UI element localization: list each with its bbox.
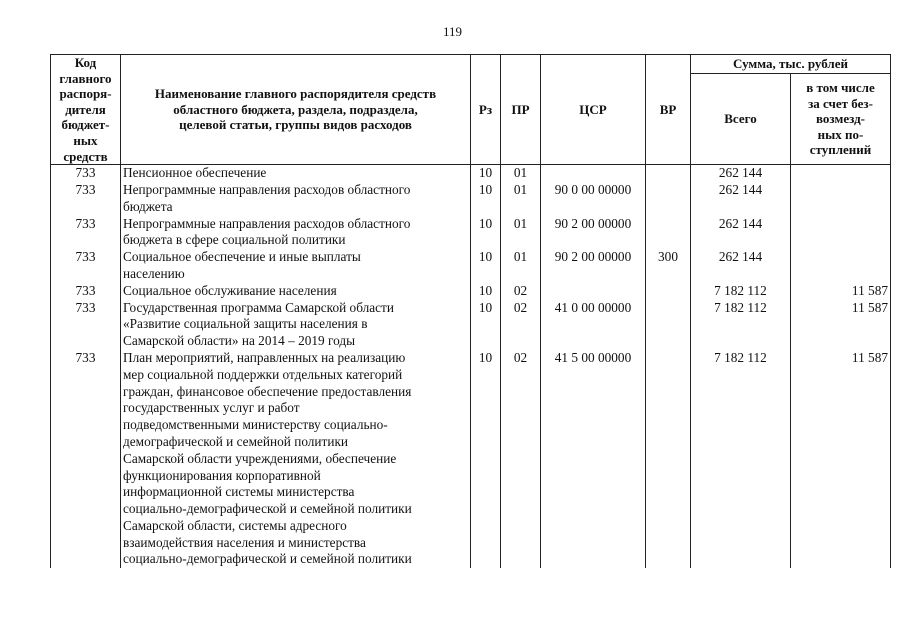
cell-rz: 10 xyxy=(471,182,501,216)
header-csr: ЦСР xyxy=(541,55,646,165)
cell-free xyxy=(791,165,891,182)
cell-name-line: населению xyxy=(123,265,185,281)
cell-name-line: Социальное обеспечение и иные выплаты xyxy=(123,249,361,265)
cell-name-line: Самарской области» на 2014 – 2019 годы xyxy=(123,333,356,349)
cell-name xyxy=(121,249,471,283)
cell-csr xyxy=(541,283,646,300)
cell-name-line: Социальное обслуживание населения xyxy=(123,282,337,298)
header-pr: ПР xyxy=(501,55,541,165)
cell-name xyxy=(121,283,471,300)
header-free-line: ных по- xyxy=(817,126,864,142)
header-free xyxy=(791,74,891,165)
table-row xyxy=(51,283,891,300)
header-name-line: целевой статьи, группы видов расходов xyxy=(179,117,412,133)
cell-name-line: Непрограммные направления расходов областного xyxy=(123,215,411,231)
cell-vr xyxy=(646,300,691,350)
cell-rz: 10 xyxy=(471,216,501,250)
cell-vr xyxy=(646,182,691,216)
cell-name-line: социально-демографической и семейной политики xyxy=(123,551,412,567)
cell-code: 733 xyxy=(51,182,121,216)
cell-rz: 10 xyxy=(471,300,501,350)
cell-free xyxy=(791,182,891,216)
cell-total: 7 182 112 xyxy=(691,300,791,350)
cell-name xyxy=(121,350,471,568)
header-free-line: ступлений xyxy=(809,142,872,158)
header-code-line: дителя xyxy=(65,101,106,117)
cell-name-line: План мероприятий, направленных на реализацию xyxy=(123,349,406,365)
header-code-line: средств xyxy=(63,148,108,164)
header-name-line: Наименование главного распорядителя средств xyxy=(154,86,437,102)
cell-total: 262 144 xyxy=(691,216,791,250)
table-row xyxy=(51,182,891,216)
cell-total: 7 182 112 xyxy=(691,350,791,568)
cell-total: 7 182 112 xyxy=(691,283,791,300)
cell-code: 733 xyxy=(51,165,121,182)
cell-rz: 10 xyxy=(471,249,501,283)
cell-name-line: граждан, финансовое обеспечение предоставления xyxy=(123,383,412,399)
budget-table xyxy=(50,54,891,568)
table-row xyxy=(51,165,891,182)
page-number: 119 xyxy=(442,24,463,39)
cell-name-line: Государственная программа Самарской области xyxy=(123,299,394,315)
cell-csr: 41 5 00 00000 xyxy=(541,350,646,568)
header-code-line: Код xyxy=(74,55,97,70)
cell-pr: 01 xyxy=(501,249,541,283)
cell-csr xyxy=(541,165,646,182)
table-row xyxy=(51,216,891,250)
cell-rz: 10 xyxy=(471,165,501,182)
cell-pr: 02 xyxy=(501,300,541,350)
cell-csr: 90 2 00 00000 xyxy=(541,249,646,283)
header-free-line: в том числе xyxy=(806,80,875,96)
cell-name xyxy=(121,216,471,250)
cell-name-line: мер социальной поддержки отдельных категорий xyxy=(123,366,403,382)
table-row xyxy=(51,350,891,568)
cell-name-line: бюджета xyxy=(123,198,173,214)
cell-rz: 10 xyxy=(471,350,501,568)
cell-code: 733 xyxy=(51,300,121,350)
header-total: Всего xyxy=(691,74,791,165)
cell-free: 11 587 xyxy=(791,350,891,568)
header-code-line: распоря- xyxy=(59,86,112,102)
cell-pr: 02 xyxy=(501,350,541,568)
cell-free: 11 587 xyxy=(791,283,891,300)
cell-name-line: подведомственными министерству социально- xyxy=(123,417,388,433)
cell-name-line: Непрограммные направления расходов областного xyxy=(123,181,411,197)
cell-name xyxy=(121,182,471,216)
cell-csr: 90 2 00 00000 xyxy=(541,216,646,250)
table-row xyxy=(51,300,891,350)
cell-name-line: функционирования корпоративной xyxy=(123,467,321,483)
cell-name-line: социально-демографической и семейной политики xyxy=(123,501,412,517)
cell-name-line: Самарской области учреждениями, обеспечение xyxy=(123,450,397,466)
header-free-line: возмезд- xyxy=(816,111,865,127)
cell-name-line: информационной системы министерства xyxy=(123,484,355,500)
cell-pr: 01 xyxy=(501,182,541,216)
cell-name xyxy=(121,165,471,182)
header-code-line: главного xyxy=(59,70,112,86)
cell-pr: 01 xyxy=(501,165,541,182)
cell-name-line: Самарской области, системы адресного xyxy=(123,517,347,533)
cell-name-line: государственных услуг и работ xyxy=(123,400,300,416)
header-free-line: за счет без- xyxy=(808,95,873,111)
cell-csr: 90 0 00 00000 xyxy=(541,182,646,216)
cell-csr: 41 0 00 00000 xyxy=(541,300,646,350)
header-name-line: областного бюджета, раздела, подраздела, xyxy=(173,101,418,117)
cell-free xyxy=(791,216,891,250)
cell-pr: 02 xyxy=(501,283,541,300)
cell-total: 262 144 xyxy=(691,182,791,216)
cell-vr: 300 xyxy=(646,249,691,283)
cell-name-line: демографической и семейной политики xyxy=(123,433,349,449)
cell-pr: 01 xyxy=(501,216,541,250)
header-rz: Рз xyxy=(471,55,501,165)
cell-vr xyxy=(646,165,691,182)
header-row xyxy=(51,55,891,74)
cell-vr xyxy=(646,350,691,568)
header-code xyxy=(51,55,121,165)
cell-name-line: Пенсионное обеспечение xyxy=(123,165,267,181)
cell-vr xyxy=(646,216,691,250)
cell-free xyxy=(791,249,891,283)
header-code-line: бюджет- xyxy=(61,117,110,133)
header-code-line: ных xyxy=(73,132,98,148)
header-sum: Сумма, тыс. рублей xyxy=(691,55,891,74)
cell-name-line: бюджета в сфере социальной политики xyxy=(123,232,346,248)
cell-code: 733 xyxy=(51,283,121,300)
cell-code: 733 xyxy=(51,216,121,250)
cell-free: 11 587 xyxy=(791,300,891,350)
cell-vr xyxy=(646,283,691,300)
cell-name-line: взаимодействия населения и министерства xyxy=(123,534,366,550)
table-row xyxy=(51,249,891,283)
header-name xyxy=(121,55,471,165)
cell-code: 733 xyxy=(51,249,121,283)
cell-total: 262 144 xyxy=(691,165,791,182)
cell-rz: 10 xyxy=(471,283,501,300)
cell-code: 733 xyxy=(51,350,121,568)
cell-name xyxy=(121,300,471,350)
header-vr: ВР xyxy=(646,55,691,165)
cell-total: 262 144 xyxy=(691,249,791,283)
cell-name-line: «Развитие социальной защиты населения в xyxy=(123,316,368,332)
table-body xyxy=(51,165,891,569)
